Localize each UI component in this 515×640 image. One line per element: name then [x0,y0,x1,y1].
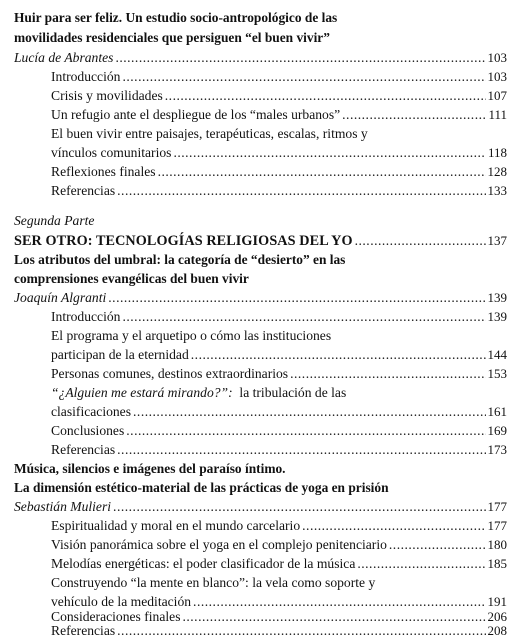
leader-dots [133,402,485,421]
chapter-title: comprensiones evangélicas del buen vivir [14,271,249,286]
page-number: 206 [487,609,507,624]
page-number: 161 [487,404,507,419]
page-number: 111 [488,107,507,122]
page-number: 103 [487,69,507,84]
entry-title: Crisis y movilidades [51,88,163,103]
page-number: 153 [487,366,507,381]
entry-title: Referencias [51,623,116,638]
page-number: 103 [487,50,507,65]
page-number: 128 [487,164,507,179]
toc-entry[interactable] [51,181,507,200]
leader-dots [389,535,486,554]
toc-entry[interactable] [51,345,507,364]
page-number: 185 [487,556,507,571]
leader-dots [357,554,485,573]
entry-title: vínculos comunitarios [51,145,172,160]
toc-entry[interactable] [51,402,507,421]
entry-title: Melodías energéticas: el poder clasificador de la música [51,556,356,571]
chapter-title: La dimensión estético-material de las prácticas de yoga en prisión [14,480,389,495]
leader-dots [117,440,485,459]
leader-dots [342,105,486,124]
leader-dots [165,86,486,105]
leader-dots [108,288,485,307]
page-number: 139 [487,309,507,324]
chapter-title: Huir para ser feliz. Un estudio socio-antropológico de las [14,10,338,25]
page-number: 107 [487,88,507,103]
toc-entry[interactable] [51,364,507,383]
entry-title-line: El buen vivir entre paisajes, terapéuticas, escalas, ritmos y [51,126,368,141]
leader-dots [115,48,485,67]
entry-title: Introducción [51,309,121,324]
toc-entry[interactable] [51,86,507,105]
entry-title: participan de la eternidad [51,347,189,362]
leader-dots [113,497,485,516]
leader-dots [158,162,486,181]
entry-title: Introducción [51,69,121,84]
page-number: 191 [487,594,507,609]
part-title: SER OTRO: TECNOLOGÍAS RELIGIOSAS DEL YO [14,233,353,249]
toc-entry[interactable] [51,162,507,181]
toc-entry[interactable] [51,516,507,535]
toc-entry[interactable] [51,440,507,459]
entry-title: Referencias [51,183,116,198]
part-title-row[interactable] [14,231,507,250]
entry-title: Un refugio ante el despliegue de los “males urbanos” [51,107,341,122]
leader-dots [117,181,485,200]
page-number: 169 [487,423,507,438]
leader-dots [290,364,485,383]
page-number: 133 [487,183,507,198]
toc-entry[interactable] [51,105,507,124]
chapter-title: Música, silencios e imágenes del paraíso íntimo. [14,461,286,476]
page-number: 208 [487,623,507,638]
entry-title: Consideraciones finales [51,609,181,624]
leader-dots [122,67,485,86]
entry-title: Conclusiones [51,423,125,438]
entry-title: vehículo de la meditación [51,594,192,609]
page-number: 180 [487,537,507,552]
page-number: 173 [487,442,507,457]
leader-dots [122,307,485,326]
entry-title: Personas comunes, destinos extraordinarios [51,366,289,381]
entry-title: Visión panorámica sobre el yoga en el complejo penitenciario [51,537,387,552]
chapter-author-row[interactable] [14,48,507,67]
toc-entry[interactable] [51,307,507,326]
chapter-author: Lucía de Abrantes [14,50,114,65]
entry-title-italic: “¿Alguien me estará mirando?”: [51,385,233,400]
toc-entry[interactable] [51,143,507,162]
part-label: Segunda Parte [14,213,95,228]
page-number: 177 [487,499,507,514]
entry-title-rest: la tribulación de las [232,385,347,400]
leader-dots [117,621,485,640]
page-number: 177 [487,518,507,533]
chapter-author: Joaquín Algranti [14,290,107,305]
toc-entry[interactable] [51,421,507,440]
leader-dots [126,421,485,440]
toc-entry[interactable] [51,535,507,554]
leader-dots [302,516,485,535]
leader-dots [173,143,486,162]
chapter-title: movilidades residenciales que persiguen “el buen vivir” [14,30,330,45]
chapter-author: Sebastián Mulieri [14,499,112,514]
chapter-author-row[interactable] [14,497,507,516]
entry-title: clasificaciones [51,404,132,419]
entry-title: Reflexiones finales [51,164,156,179]
entry-title: Referencias [51,442,116,457]
leader-dots [191,345,486,364]
leader-dots [355,231,486,250]
page-number: 118 [487,145,507,160]
chapter-title: Los atributos del umbral: la categoría de “desierto” en las [14,252,346,267]
toc-entry[interactable] [51,621,507,640]
toc-entry[interactable] [51,67,507,86]
entry-title-line: Construyendo “la mente en blanco”: la vela como soporte y [51,575,376,590]
entry-title-line [51,383,507,402]
page-number: 137 [487,233,507,248]
entry-title: Espiritualidad y moral en el mundo carcelario [51,518,301,533]
page-number: 144 [487,347,507,362]
entry-title-line: El programa y el arquetipo o cómo las instituciones [51,328,332,343]
page-number: 139 [487,290,507,305]
toc-entry[interactable] [51,554,507,573]
chapter-author-row[interactable] [14,288,507,307]
